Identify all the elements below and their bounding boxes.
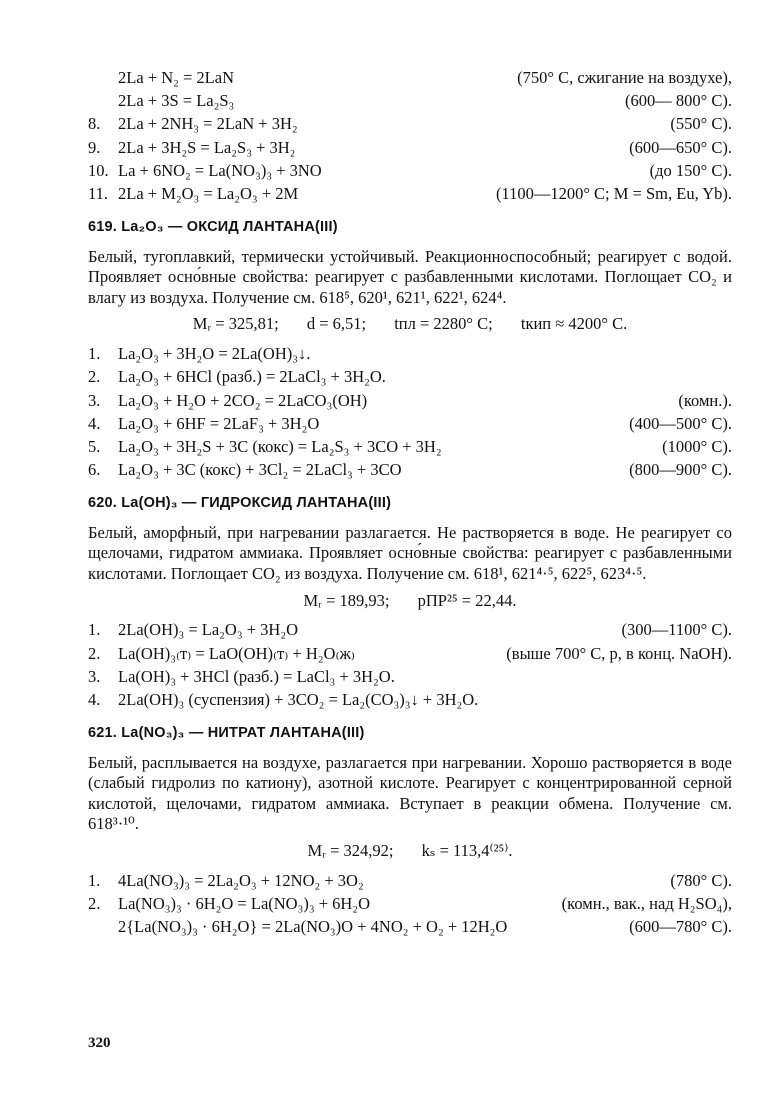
equation-formula: 2La + 3H₂S = La₂S₃ + 3H₂	[118, 137, 296, 157]
property-solubility-product: рПР²⁵ = 22,44.	[417, 590, 517, 610]
property-density: d = 6,51;	[306, 314, 367, 334]
equation-number: 2.	[88, 367, 101, 387]
section-properties	[88, 314, 732, 334]
section-heading: 619. La₂O₃ — ОКСИД ЛАНТАНА(III)	[88, 219, 338, 236]
equation-condition: (550° C).	[670, 114, 732, 134]
equation-row	[88, 367, 732, 390]
equation-condition: (комн., вак., над H₂SO₄),	[561, 894, 732, 913]
equation-row	[88, 917, 732, 940]
equation-row	[88, 161, 732, 184]
equation-row	[88, 667, 732, 690]
equation-formula: 2La + 2NH₃ = 2LaN + 3H₂	[118, 114, 298, 134]
equation-number: 8.	[88, 114, 101, 134]
equation-formula: La₂O₃ + H₂O + 2CO₂ = 2LaCO₃(OH)	[118, 390, 368, 410]
equation-formula: 2La + M₂O₃ = La₂O₃ + 2M	[118, 183, 299, 203]
equation-number: 9.	[88, 137, 101, 157]
equation-row	[88, 184, 732, 207]
equation-row	[88, 91, 732, 114]
equation-condition: (600—780° C).	[629, 917, 732, 937]
equation-formula: La(OH)₃₍т₎ = LaO(OH)₍т₎ + H₂O₍ж₎	[118, 643, 355, 663]
property-molar-mass: Mᵣ = 325,81;	[192, 314, 279, 334]
page-number: 320	[88, 1035, 111, 1051]
equation-row	[88, 414, 732, 437]
equation-condition: (600—650° C).	[629, 137, 732, 157]
equation-condition: (выше 700° C, p, в конц. NaOH).	[506, 643, 732, 663]
property-molar-mass: Mᵣ = 324,92;	[307, 841, 394, 861]
equation-formula: La₂O₃ + 3H₂O = 2La(OH)₃↓.	[118, 344, 311, 364]
equation-formula: La₂O₃ + 3C (кокс) + 3Cl₂ = 2LaCl₃ + 3CO	[118, 460, 402, 480]
equation-row	[88, 690, 732, 713]
equation-number: 1.	[88, 620, 101, 640]
equation-number: 1.	[88, 870, 101, 890]
equation-row	[88, 68, 732, 91]
section-heading: 621. La(NO₃)₃ — НИТРАТ ЛАНТАНА(III)	[88, 725, 365, 742]
section-621	[88, 725, 732, 940]
property-boiling-point: tкип ≈ 4200° C.	[520, 314, 628, 334]
section-description: Белый, расплывается на воздухе, разлагается при нагревании. Хорошо растворяется в воде (слабый гидролиз по катиону), азотной кислоте. Реагирует с концентрированной серной кислотой, щелочами, гидратом аммиака. Вступает в реакции обмена. Получение см. 618³·¹⁰.	[88, 752, 732, 834]
equation-row	[88, 344, 732, 367]
equation-row	[88, 871, 732, 894]
equation-number: 1.	[88, 344, 101, 364]
equation-number: 10.	[88, 160, 109, 180]
equation-formula: 2La(OH)₃ (суспензия) + 3CO₂ = La₂(CO₃)₃↓ + 3H₂O.	[118, 689, 479, 709]
equation-number: 11.	[88, 183, 109, 203]
equation-number: 3.	[88, 666, 101, 686]
equation-condition: (780° C).	[670, 870, 732, 890]
section-properties	[88, 841, 732, 861]
equation-formula: La + 6NO₂ = La(NO₃)₃ + 3NO	[118, 160, 322, 180]
equation-condition: (1100—1200° C; M = Sm, Eu, Yb).	[495, 183, 732, 203]
page-content	[88, 68, 732, 940]
equation-formula: 2La(OH)₃ = La₂O₃ + 3H₂O	[118, 620, 298, 640]
equation-row	[88, 437, 732, 460]
property-solubility: kₛ = 113,4⁽²⁵⁾.	[421, 841, 513, 861]
equation-formula: 2{La(NO₃)₃ · 6H₂O} = 2La(NO₃)O + 4NO₂ + O₂ + 12H₂O	[118, 917, 508, 937]
section-description: Белый, тугоплавкий, термически устойчивый. Реакционноспособный; реагирует с водой. Проявляет осно́вные свойства: реагирует с разбавленными кислотами. Поглощает CO₂ и влагу из воздуха. Получение см. 618⁵, 620¹, 621¹, 622¹, 624⁴.	[88, 246, 732, 307]
equation-row	[88, 114, 732, 137]
equation-row	[88, 644, 732, 667]
equation-condition: (комн.).	[678, 390, 732, 410]
equation-row	[88, 138, 732, 161]
equation-formula: 2La + 3S = La₂S₃	[118, 91, 235, 111]
equation-formula: 2La + N₂ = 2LaN	[118, 68, 234, 87]
equation-row	[88, 620, 732, 643]
equation-condition: (до 150° C).	[649, 160, 732, 180]
equation-condition: (750° C, сжигание на воздухе),	[517, 68, 732, 87]
section-619	[88, 219, 732, 483]
section-620	[88, 495, 732, 713]
equation-formula: La₂O₃ + 6HCl (разб.) = 2LaCl₃ + 3H₂O.	[118, 367, 386, 387]
equation-condition: (300—1100° C).	[621, 620, 732, 640]
equation-condition: (400—500° C).	[629, 413, 732, 433]
equation-number: 5.	[88, 436, 101, 456]
equation-formula: 4La(NO₃)₃ = 2La₂O₃ + 12NO₂ + 3O₂	[118, 870, 364, 890]
property-molar-mass: Mᵣ = 189,93;	[303, 590, 390, 610]
equation-formula: La₂O₃ + 6HF = 2LaF₃ + 3H₂O	[118, 413, 320, 433]
equation-condition: (800—900° C).	[629, 460, 732, 480]
equation-formula: La(OH)₃ + 3HCl (разб.) = LaCl₃ + 3H₂O.	[118, 666, 395, 686]
equation-number: 2.	[88, 643, 101, 663]
equation-row	[88, 460, 732, 483]
property-melting-point: tпл = 2280° C;	[394, 314, 493, 334]
section-description: Белый, аморфный, при нагревании разлагается. Не растворяется в воде. Не реагирует со щелочами, гидратом аммиака. Проявляет осно́вные свойства: реагирует с разбавленными кислотами. Поглощает CO₂ из воздуха. Получение см. 618¹, 621⁴·⁵, 622⁵, 623⁴·⁵.	[88, 522, 732, 583]
equation-condition: (1000° C).	[662, 436, 732, 456]
equation-number: 3.	[88, 390, 101, 410]
equation-row	[88, 391, 732, 414]
equation-condition: (600— 800° C).	[625, 91, 732, 111]
section-heading: 620. La(OH)₃ — ГИДРОКСИД ЛАНТАНА(III)	[88, 495, 392, 512]
equation-formula: La(NO₃)₃ · 6H₂O = La(NO₃)₃ + 6H₂O	[118, 894, 370, 913]
section-properties	[88, 591, 732, 611]
top-equation-list	[88, 68, 732, 207]
equation-row	[88, 894, 732, 917]
equation-number: 2.	[88, 894, 101, 913]
equation-number: 4.	[88, 689, 101, 709]
equation-number: 4.	[88, 413, 101, 433]
equation-number: 6.	[88, 460, 101, 480]
equation-formula: La₂O₃ + 3H₂S + 3C (кокс) = La₂S₃ + 3CO + 3H₂	[118, 436, 442, 456]
